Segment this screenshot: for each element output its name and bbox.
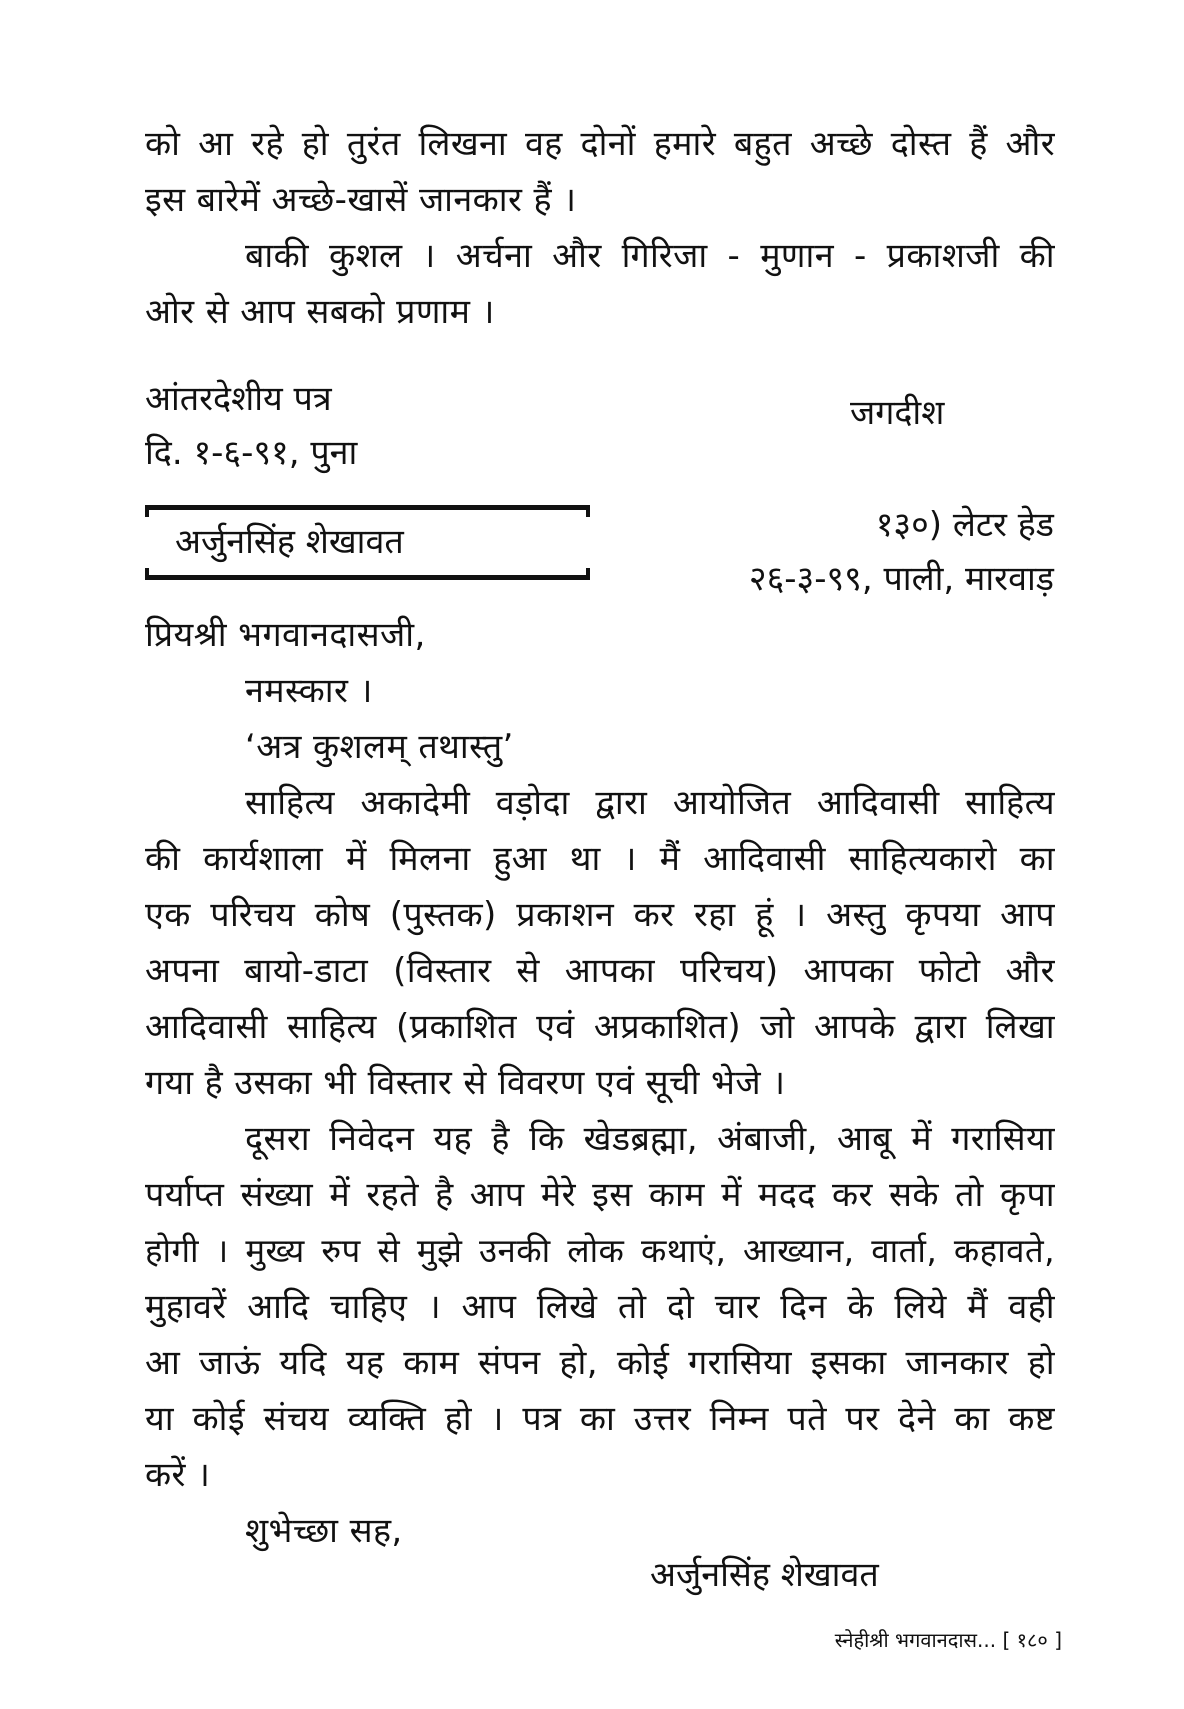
paragraph-1-line-2: की कार्यशाला में मिलना हुआ था । मैं आदिवासी साहित्यकारो का (145, 839, 1055, 879)
sender-box-top-rule (145, 505, 590, 510)
sender-box-tick (586, 505, 590, 517)
paragraph-1-line-4: अपना बायो-डाटा (विस्तार से आपका परिचय) आपका फोटो और (145, 951, 1055, 991)
salutation: प्रियश्री भगवानदासजी, (145, 615, 426, 655)
letter-body (145, 607, 1055, 1559)
top-paragraph-line-2: इस बारेमें अच्छे-खासें जानकार हैं । (145, 180, 577, 220)
closing-signature: अर्जुनसिंह शेखावत (650, 1555, 879, 1595)
paragraph-2-line-7: करें । (145, 1455, 211, 1495)
blessing: ‘अत्र कुशलम् तथास्तु’ (245, 727, 514, 767)
sender-name: अर्जुनसिंह शेखावत (175, 522, 404, 562)
closing-paragraph-line-2: ओर से आप सबको प्रणाम । (145, 292, 495, 332)
letter-date-place: २६-३-९९, पाली, मारवाड़ (748, 559, 1054, 599)
paragraph-2-line-6: या कोई संचय व्यक्ति हो । पत्र का उत्तर निम्न पते पर देने का कष्ट (145, 1399, 1055, 1439)
running-footer: स्नेहीश्री भगवानदास... [ १८० ] (834, 1628, 1062, 1652)
paragraph-1-line-1: साहित्य अकादेमी वड़ोदा द्वारा आयोजित आदिवासी साहित्य (245, 783, 1055, 823)
paragraph-2-line-3: होगी । मुख्य रुप से मुझे उनकी लोक कथाएं, आख्यान, वार्ता, कहावते, (145, 1231, 1055, 1270)
previous-letter-date: दि. १-६-९१, पुना (145, 433, 358, 473)
top-paragraph-line-1: को आ रहे हो तुरंत लिखना वह दोनों हमारे बहुत अच्छे दोस्त हैं और (145, 124, 1055, 164)
paragraph-2-line-4: मुहावरें आदि चाहिए । आप लिखे तो दो चार दिन के लिये मैं वही (145, 1287, 1055, 1327)
closing-paragraph-line-1: बाकी कुशल । अर्चना और गिरिजा - मुणान - प्रकाशजी की (245, 236, 1055, 276)
closing-phrase: शुभेच्छा सह, (245, 1511, 403, 1551)
previous-letter-signature: जगदीश (850, 393, 945, 433)
top-paragraph (145, 116, 1055, 228)
paragraph-2-line-5: आ जाऊं यदि यह काम संपन हो, कोई गरासिया इसका जानकार हो (145, 1343, 1055, 1383)
paragraph-1-line-5: आदिवासी साहित्य (प्रकाशित एवं अप्रकाशित) जो आपके द्वारा लिखा (145, 1007, 1055, 1047)
paragraph-1-line-6: गया है उसका भी विस्तार से विवरण एवं सूची भेजे । (145, 1063, 786, 1103)
sender-box-tick (145, 505, 149, 517)
greeting: नमस्कार । (245, 671, 373, 711)
paragraph-2-line-1: दूसरा निवेदन यह है कि खेडब्रह्मा, अंबाजी, आबू में गरासिया (245, 1119, 1055, 1159)
closing-paragraph (145, 228, 1055, 340)
paragraph-2-line-2: पर्याप्त संख्या में रहते है आप मेरे इस काम में मदद कर सके तो कृपा (145, 1175, 1055, 1215)
sender-box-bottom-rule (145, 575, 590, 580)
letter-entry-number: १३०) लेटर हेड (875, 505, 1054, 545)
paragraph-1-line-3: एक परिचय कोष (पुस्तक) प्रकाशन कर रहा हूं । अस्तु कृपया आप (145, 895, 1055, 935)
sender-name-box (145, 505, 590, 580)
previous-letter-type: आंतरदेशीय पत्र (145, 379, 332, 419)
